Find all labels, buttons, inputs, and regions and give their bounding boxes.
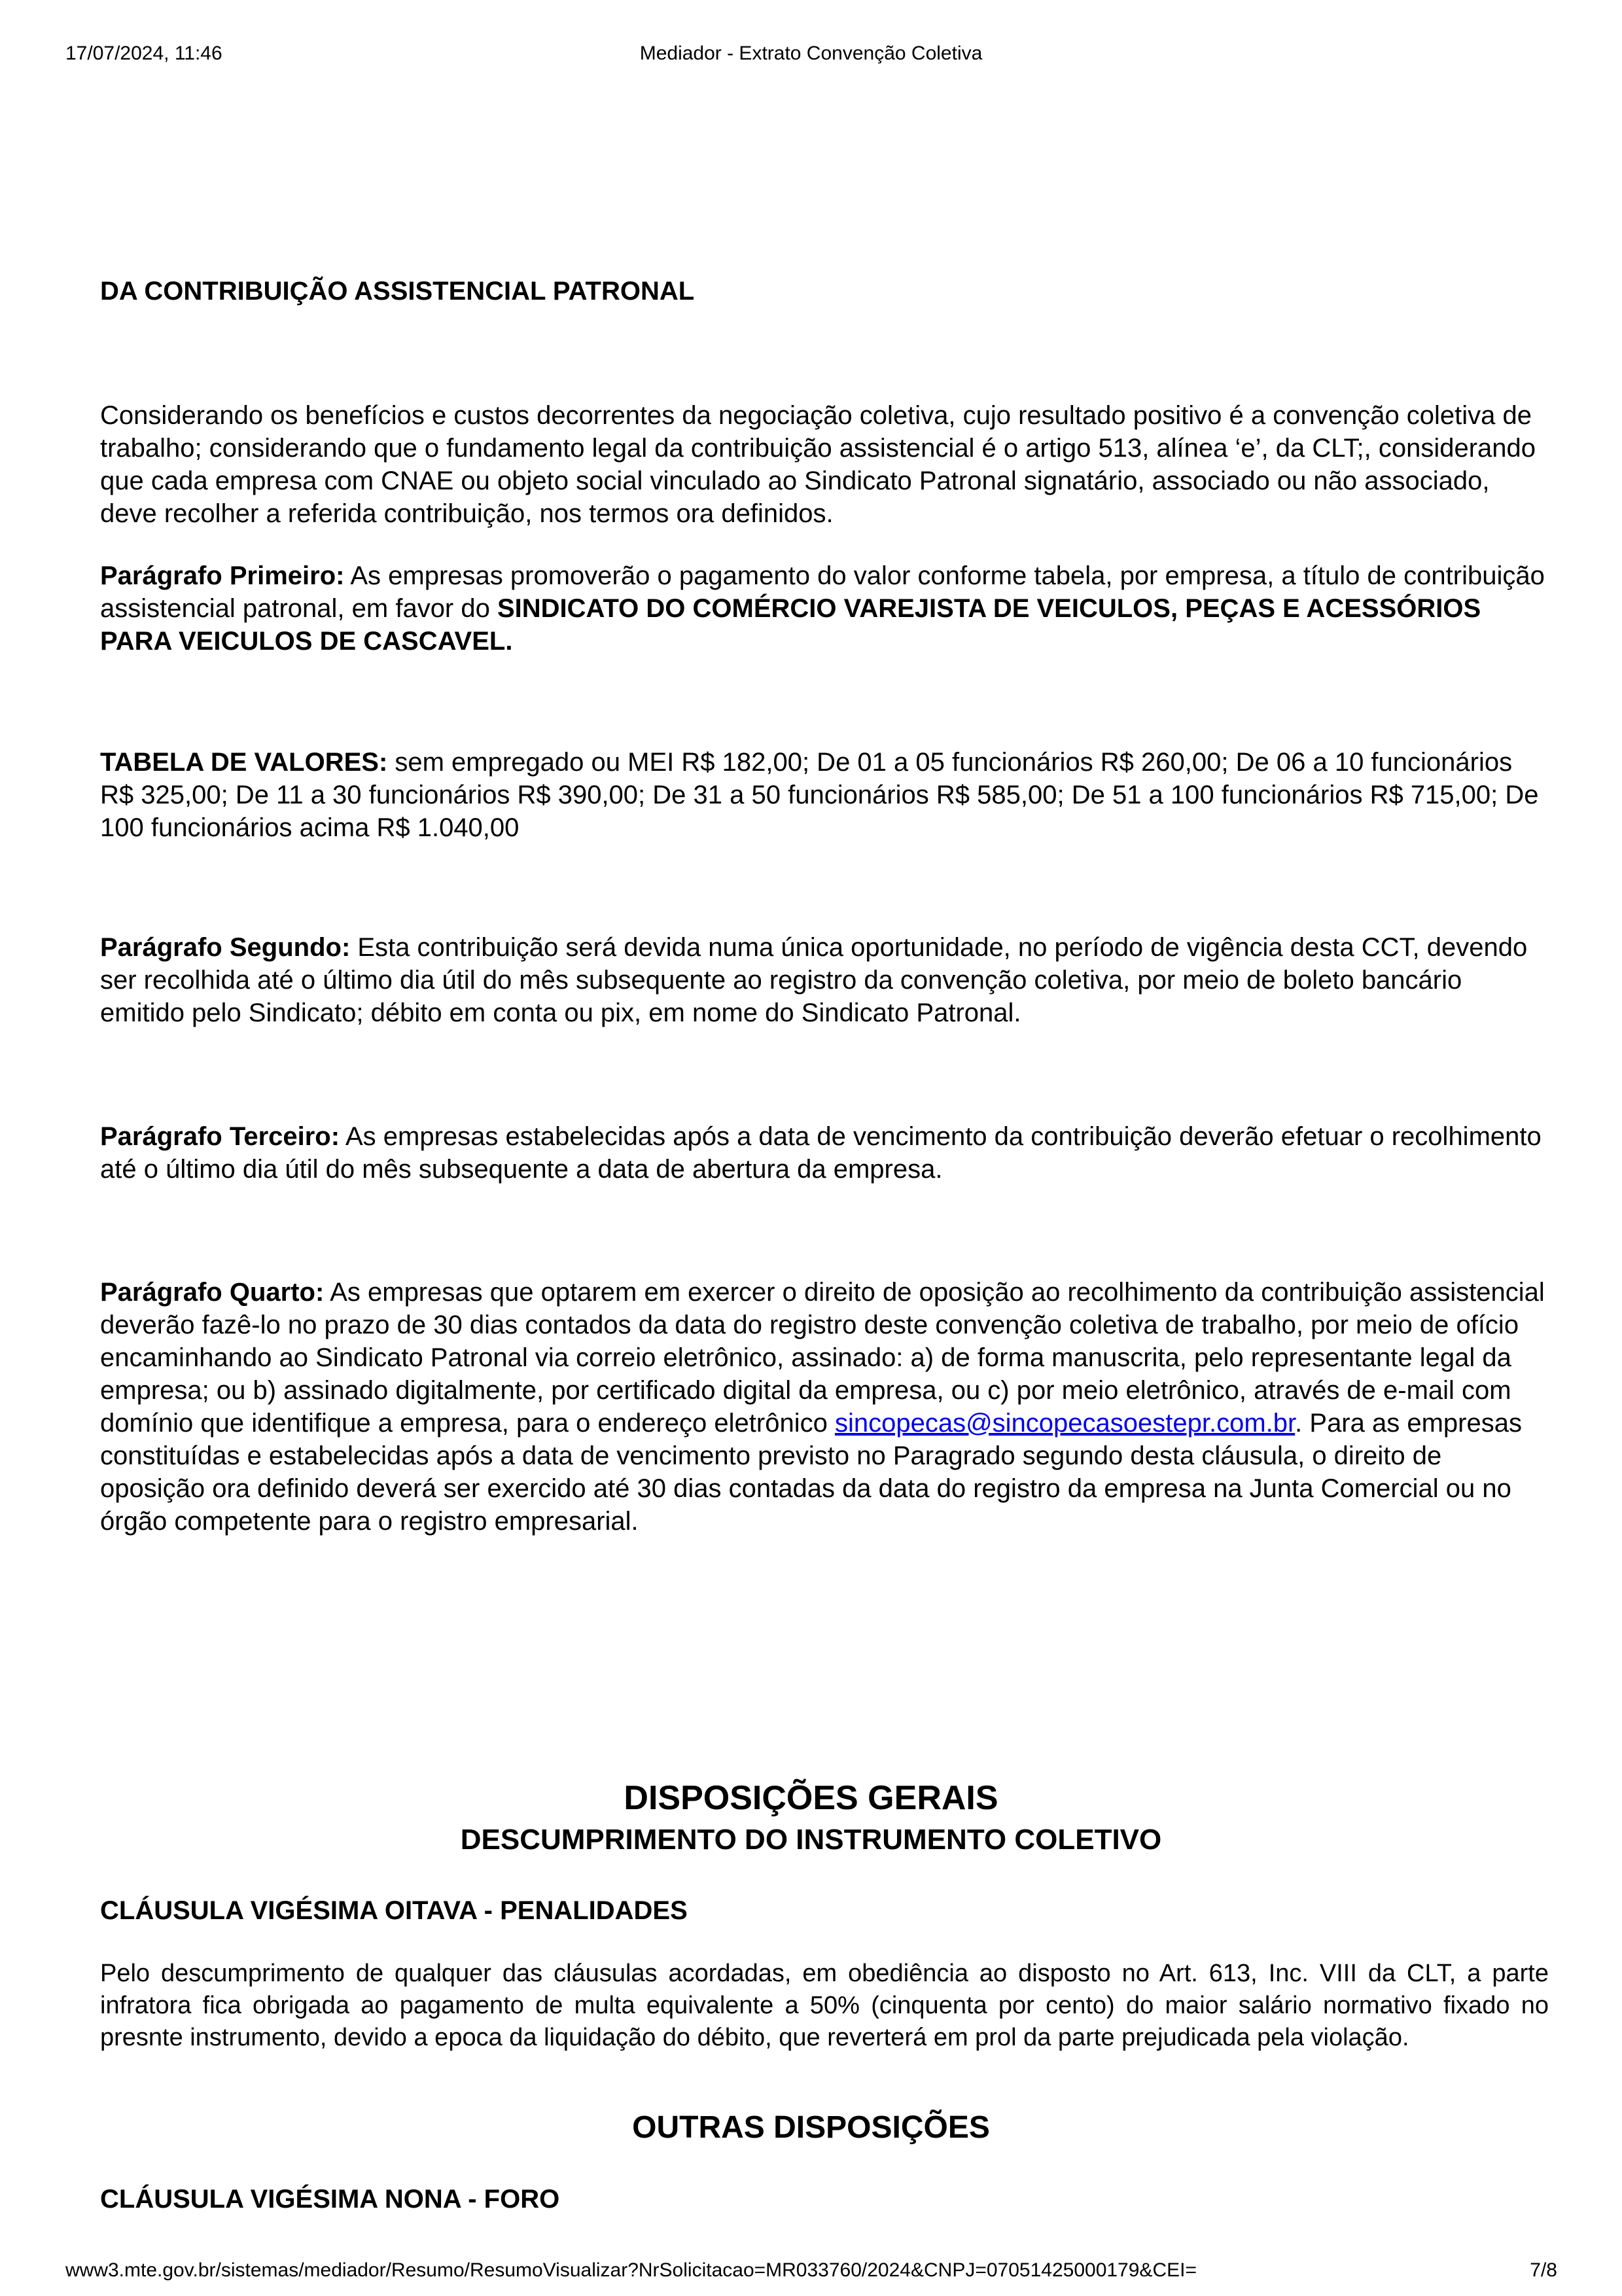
clausula-28-text: Pelo descumprimento de qualquer das cláusulas acordadas, em obediência ao disposto no Art. 613, Inc. VIII da CLT, a parte infratora fica obrigada ao pagamento de multa equivalente a 50% (cinquenta por cento) do maior salário normativo fixado no presnte instrumento, devido a epoca da liquidação do débito, que reverterá em prol da parte prejudicada pela violação. [100,1960,1549,2051]
paragrafo-terceiro [100,1120,1549,1186]
print-url: www3.mte.gov.br/sistemas/mediador/Resumo/ResumoVisualizar?NrSolicitacao=MR033760/2024&CNPJ=07051425000179&CEI= [65,2259,1197,2281]
paragrafo-quarto-text-after: . Para as empresas constituídas e estabelecidas após a data de vencimento previsto no Paragrado segundo desta cláusula, o direito de oposição ora definido deverá ser exercido até 30 dias contadas da data do registro da empresa na Junta Comercial ou no órgão competente para o registro empresarial. [100,1409,1522,1536]
paragrafo-primeiro [100,559,1549,658]
print-page-title: Mediador - Extrato Convenção Coletiva [639,43,983,64]
paragrafo-quarto [100,1276,1549,1538]
tabela-text: sem empregado ou MEI R$ 182,00; De 01 a 05 funcionários R$ 260,00; De 06 a 10 funcionários R$ 325,00; De 11 a 30 funcionários R$ 390,00; De 31 a 50 funcionários R$ 585,00; De 51 a 100 funcionários R$ 715,00; De 100 funcionários acima R$ 1.040,00 [100,748,1539,842]
intro-paragraph: Considerando os benefícios e custos decorrentes da negociação coletiva, cujo resultado positivo é a convenção coletiva de trabalho; considerando que o fundamento legal da contribuição assistencial é o artigo 513, alínea ‘e’, da CLT;, considerando que cada empresa com CNAE ou objeto social vinculado ao Sindicato Patronal signatário, associado ou não associado, deve recolher a referida contribuição, nos termos ora definidos. [100,401,1536,528]
paragrafo-quarto-text: As empresas que optarem em exercer o direito de oposição ao recolhimento da contribuição assistencial deverão fazê-lo no prazo de 30 dias contados da data do registro deste convenção coletiva de trabalho, por meio de ofício encaminhando ao Sindicato Patronal via correio eletrônico, assinado: a) de forma manuscrita, pelo representante legal da empresa; ou b) assinado digitalmente, por certificado digital da empresa, ou c) por meio eletrônico, através de e-mail com domínio que identifique a empresa, para o endereço eletrônico [100,1278,1545,1438]
descumprimento-subtitle: DESCUMPRIMENTO DO INSTRUMENTO COLETIVO [460,1824,1162,1856]
sindicato-name: SINDICATO DO COMÉRCIO VAREJISTA DE VEICULOS, PEÇAS E ACESSÓRIOS PARA VEICULOS DE CASCAVEL. [100,594,1481,656]
clausula-29-heading: CLÁUSULA VIGÉSIMA NONA - FORO [100,2185,560,2214]
paragrafo-terceiro-label: Parágrafo Terceiro: [100,1122,340,1151]
section-heading: DA CONTRIBUIÇÃO ASSISTENCIAL PATRONAL [100,277,695,306]
paragrafo-segundo-label: Parágrafo Segundo: [100,933,351,962]
tabela-label: TABELA DE VALORES: [100,748,388,777]
outras-disposicoes-title: OUTRAS DISPOSIÇÕES [632,2110,990,2145]
email-link[interactable]: sincopecas@sincopecasoestepr.com.br [834,1409,1296,1438]
paragrafo-terceiro-text: As empresas estabelecidas após a data de vencimento da contribuição deverão efetuar o recolhimento até o último dia útil do mês subsequente a data de abertura da empresa. [100,1122,1542,1184]
paragrafo-primeiro-text: As empresas promoverão o pagamento do valor conforme tabela, por empresa, a título de contribuição assistencial patronal, em favor do [100,561,1545,623]
print-page-number: 7/8 [1530,2259,1557,2281]
disposicoes-gerais-title: DISPOSIÇÕES GERAIS [624,1779,998,1817]
paragrafo-segundo-text: Esta contribuição será devida numa única oportunidade, no período de vigência desta CCT, devendo ser recolhida até o último dia útil do mês subsequente ao registro da convenção coletiva, por meio de boleto bancário emitido pelo Sindicato; débito em conta ou pix, em nome do Sindicato Patronal. [100,933,1528,1027]
print-datetime: 17/07/2024, 11:46 [65,43,222,64]
paragrafo-segundo [100,931,1549,1029]
paragrafo-primeiro-label: Parágrafo Primeiro: [100,561,345,590]
clausula-28-heading: CLÁUSULA VIGÉSIMA OITAVA - PENALIDADES [100,1896,688,1925]
tabela-de-valores [100,746,1549,844]
paragrafo-quarto-label: Parágrafo Quarto: [100,1278,325,1307]
